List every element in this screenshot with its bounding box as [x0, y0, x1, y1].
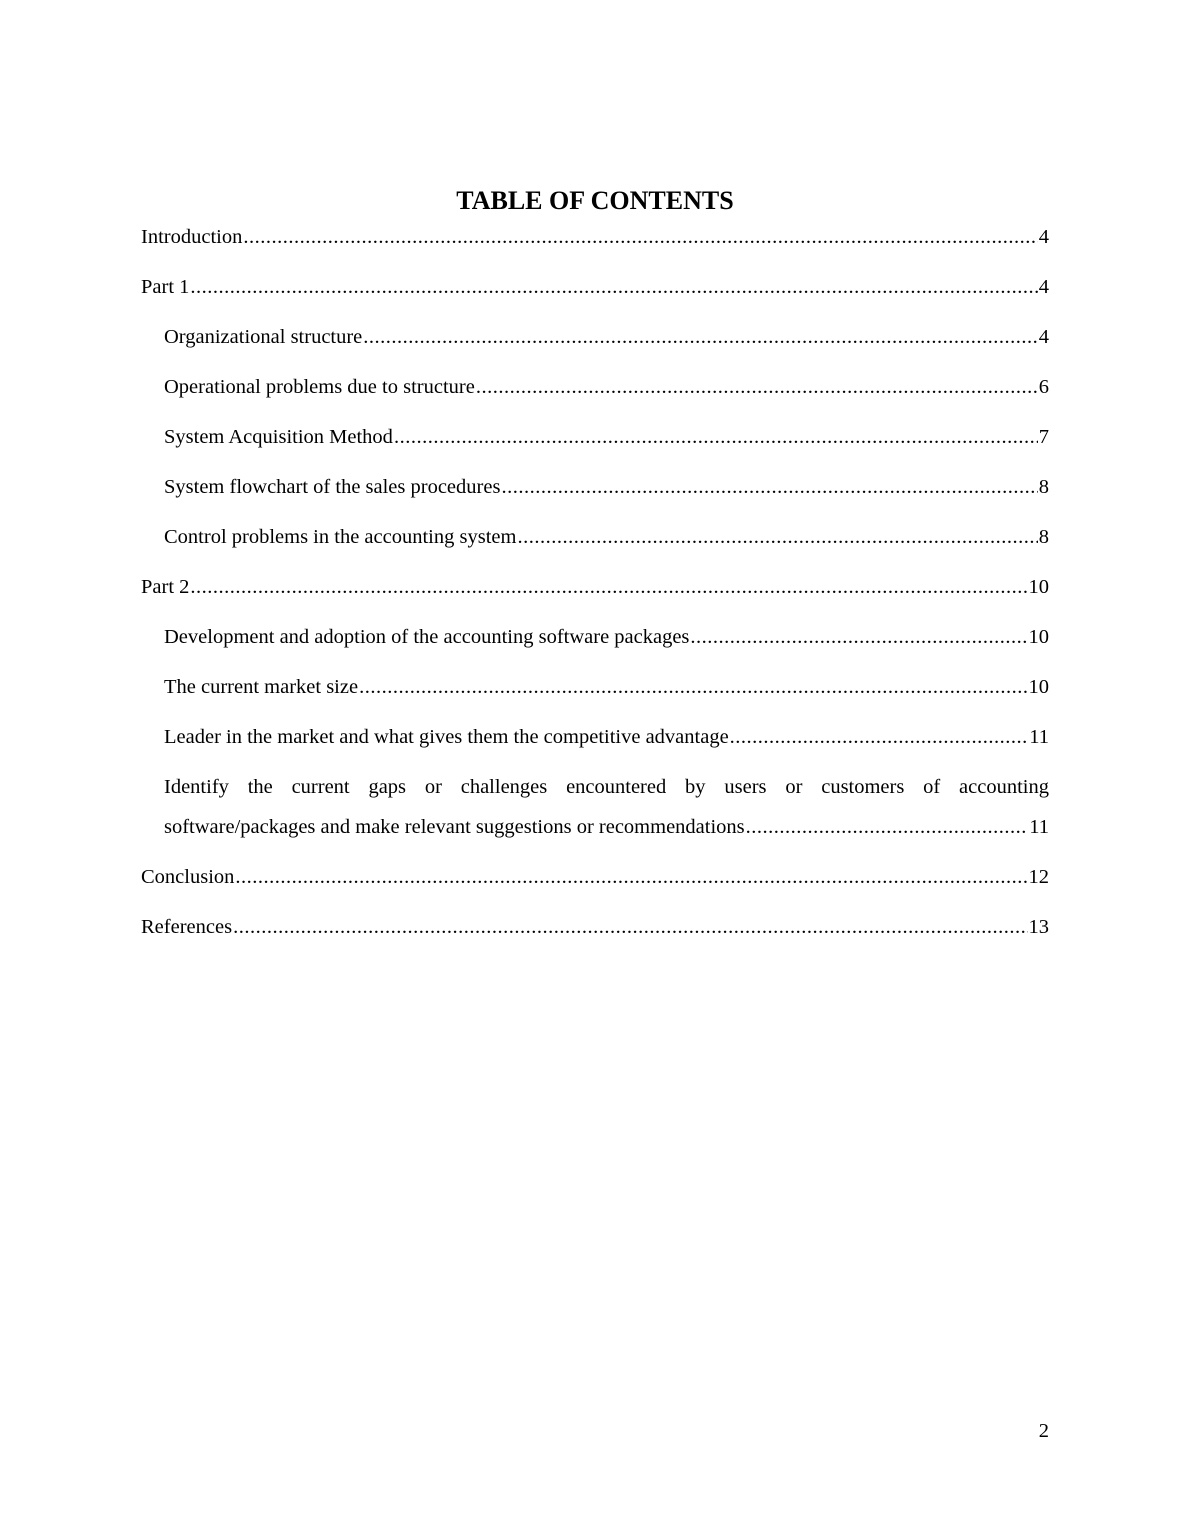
- toc-entry-page: 8: [1038, 476, 1049, 498]
- toc-entry-page: 12: [1028, 866, 1049, 888]
- toc-entry-references[interactable]: [141, 914, 1049, 964]
- toc-entry-label: Leader in the market and what gives them the competitive advantage: [164, 726, 729, 748]
- toc-entry-part-1[interactable]: [141, 274, 1049, 324]
- dot-leader: [233, 914, 1027, 940]
- dot-leader: [746, 807, 1029, 847]
- toc-entry-label-line-2: software/packages and make relevant suggestions or recommendations: [164, 816, 745, 838]
- toc-entry-page: 4: [1038, 326, 1049, 348]
- toc-entry-development-adoption[interactable]: [164, 624, 1049, 674]
- toc-entry-label: Part 1: [141, 276, 190, 298]
- dot-leader: [235, 864, 1027, 890]
- toc-title: TABLE OF CONTENTS: [456, 186, 734, 215]
- toc-entry-page: 8: [1038, 526, 1049, 548]
- toc-entry-label: Conclusion: [141, 866, 235, 888]
- toc-entry-identify-gaps[interactable]: [164, 767, 1049, 857]
- page-number: 2: [1038, 1420, 1049, 1442]
- toc-entry-label: System Acquisition Method: [164, 426, 393, 448]
- toc-entry-label: System flowchart of the sales procedures: [164, 476, 501, 498]
- toc-entry-label: Control problems in the accounting system: [164, 526, 517, 548]
- toc-entry-label: References: [141, 916, 233, 938]
- dot-leader: [690, 624, 1027, 650]
- toc-entry-organizational-structure[interactable]: [164, 324, 1049, 374]
- dot-leader: [730, 724, 1029, 750]
- toc-entry-label: The current market size: [164, 676, 359, 698]
- toc-entry-operational-problems[interactable]: [164, 374, 1049, 424]
- toc-entry-system-flowchart[interactable]: [164, 474, 1049, 524]
- toc-entry-label: Organizational structure: [164, 326, 363, 348]
- toc-entry-page: 7: [1038, 426, 1049, 448]
- toc-entry-control-problems[interactable]: [164, 524, 1049, 574]
- toc-entry-page: 13: [1028, 916, 1049, 938]
- toc-entry-page: 11: [1029, 816, 1049, 838]
- toc-entry-conclusion[interactable]: [141, 864, 1049, 914]
- toc-entry-market-size[interactable]: [164, 674, 1049, 724]
- dot-leader: [363, 324, 1037, 350]
- toc-entry-part-2[interactable]: [141, 574, 1049, 624]
- toc-entry-page: 11: [1029, 726, 1049, 748]
- dot-leader: [501, 474, 1037, 500]
- toc-entry-page: 10: [1028, 676, 1049, 698]
- toc-entry-label: Development and adoption of the accounting software packages: [164, 626, 690, 648]
- toc-entry-page: 4: [1038, 276, 1049, 298]
- toc-entry-label: Operational problems due to structure: [164, 376, 475, 398]
- toc-entry-label: Introduction: [141, 226, 243, 248]
- toc-entry-page: 10: [1028, 576, 1049, 598]
- toc-entry-label: Part 2: [141, 576, 190, 598]
- toc-entry-label-line-1: Identify the current gaps or challenges encountered by users or customers of accounting: [164, 776, 1049, 798]
- table-of-contents: [141, 224, 1049, 964]
- dot-leader: [243, 224, 1037, 250]
- dot-leader: [517, 524, 1037, 550]
- dot-leader: [394, 424, 1038, 450]
- dot-leader: [359, 674, 1027, 700]
- toc-entry-introduction[interactable]: [141, 224, 1049, 274]
- toc-entry-page: 6: [1038, 376, 1049, 398]
- toc-entry-page: 10: [1028, 626, 1049, 648]
- dot-leader: [476, 374, 1038, 400]
- toc-entry-system-acquisition[interactable]: [164, 424, 1049, 474]
- toc-entry-page: 4: [1038, 226, 1049, 248]
- dot-leader: [190, 574, 1027, 600]
- dot-leader: [190, 274, 1037, 300]
